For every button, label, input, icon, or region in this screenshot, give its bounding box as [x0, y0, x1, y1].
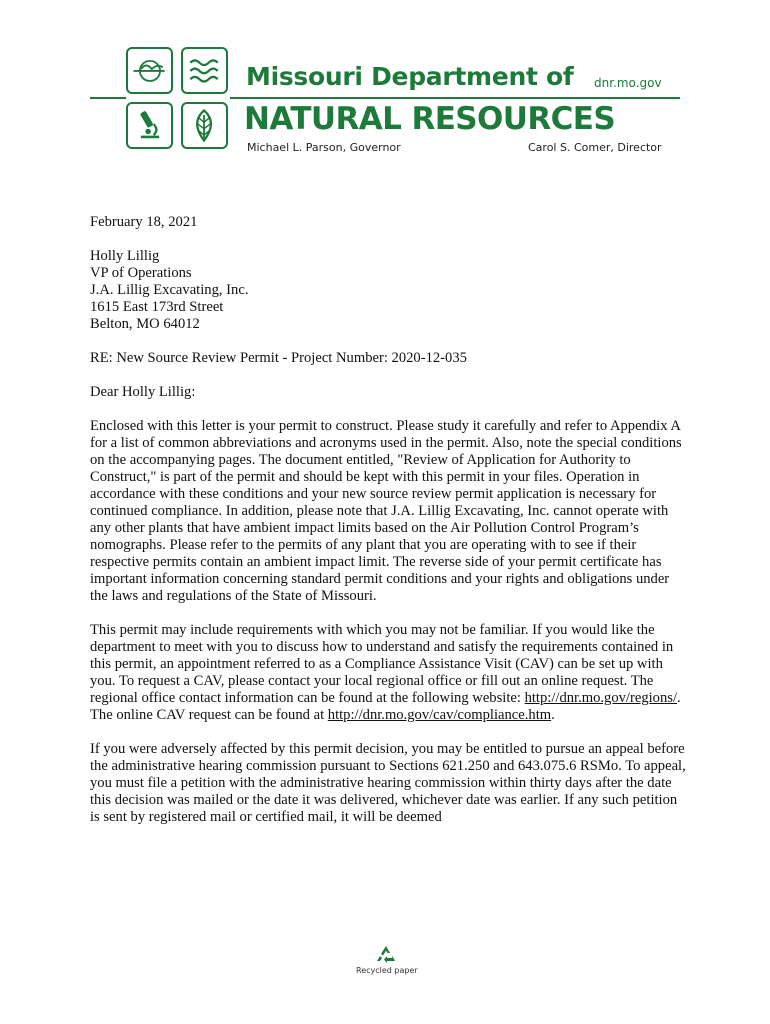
letter-body: [90, 214, 690, 843]
recipient-address: [90, 248, 690, 333]
paragraph-compliance-visit: [90, 622, 690, 724]
water-waves-icon: [181, 47, 228, 94]
salutation: Dear Holly Lillig:: [90, 384, 196, 400]
paragraph-appeal: If you were adversely affected by this permit decision, you may be entitled to pursue an appeal before the administrative hearing commission pursuant to Sections 621.250 and 643.075.6 RSMo. To appeal, you must file a petition with the administrative hearing commission within thirty days after the date this decision was mailed or the date it was delivered, whichever date was earlier. If any such petition is sent by registered mail or certified mail, it will be deemed: [90, 741, 686, 825]
letterhead: [0, 0, 770, 170]
recycled-paper-label: Recycled paper: [356, 966, 418, 975]
regions-link[interactable]: http://dnr.mo.gov/regions/: [524, 690, 677, 706]
cav-request-link[interactable]: http://dnr.mo.gov/cav/compliance.htm: [327, 707, 552, 723]
header-rule-left: [90, 97, 126, 99]
address-line: Holly Lillig: [90, 248, 160, 264]
natural-resources-title: NATURAL RESOURCES: [244, 101, 616, 137]
subject-line: RE: New Source Review Permit - Project Number: 2020-12-035: [90, 350, 467, 366]
address-line: 1615 East 173rd Street: [90, 299, 224, 315]
paragraph-text: . The online CAV request can be found at: [90, 690, 681, 723]
bird-sun-icon: [126, 47, 173, 94]
paragraph-text: .: [551, 707, 555, 723]
header-rule-right: [230, 97, 680, 99]
department-name: Missouri Department of: [246, 62, 574, 91]
microscope-icon: [126, 102, 173, 149]
paragraph-permit-enclosed: Enclosed with this letter is your permit to construct. Please study it carefully and refer to Appendix A for a list of common abbreviations and acronyms used in the permit. Also, note the special conditions on the accompanying pages. The document entitled, "Review of Application for Authority to Construct," is part of the permit and should be kept with this permit in your files. Operation in accordance with these conditions and your new source review permit application is necessary for continued compliance. In addition, please note that J.A. Lillig Excavating, Inc. cannot operate with any other plants that have ambient impact limits based on the Air Pollution Control Program’s nomographs. Please refer to the permits of any plant that you are operating with to see if their respective permits contain an ambient impact limit. The reverse side of your permit certificate has important information concerning standard permit conditions and your rights and obligations under the laws and regulations of the State of Missouri.: [90, 418, 682, 604]
director-name: Carol S. Comer, Director: [528, 141, 662, 154]
governor-name: Michael L. Parson, Governor: [247, 141, 401, 154]
address-line: J.A. Lillig Excavating, Inc.: [90, 282, 249, 298]
letter-date: February 18, 2021: [90, 214, 198, 230]
recycled-paper-mark: [356, 944, 416, 975]
address-line: VP of Operations: [90, 265, 192, 281]
paragraph-text: This permit may include requirements with which you may not be familiar. If you would like the department to meet with you to discuss how to understand and satisfy the requirements contained in this permit, an appointment referred to as a Compliance Assistance Visit (CAV) can be set up with you. To request a CAV, please contact your local regional office or fill out an online request. The regional office contact information can be found at the following website:: [90, 622, 674, 706]
recycle-icon: [375, 944, 397, 964]
address-line: Belton, MO 64012: [90, 316, 200, 332]
website-url: dnr.mo.gov: [594, 76, 662, 90]
dnr-logo: [126, 47, 230, 151]
leaf-icon: [181, 102, 228, 149]
